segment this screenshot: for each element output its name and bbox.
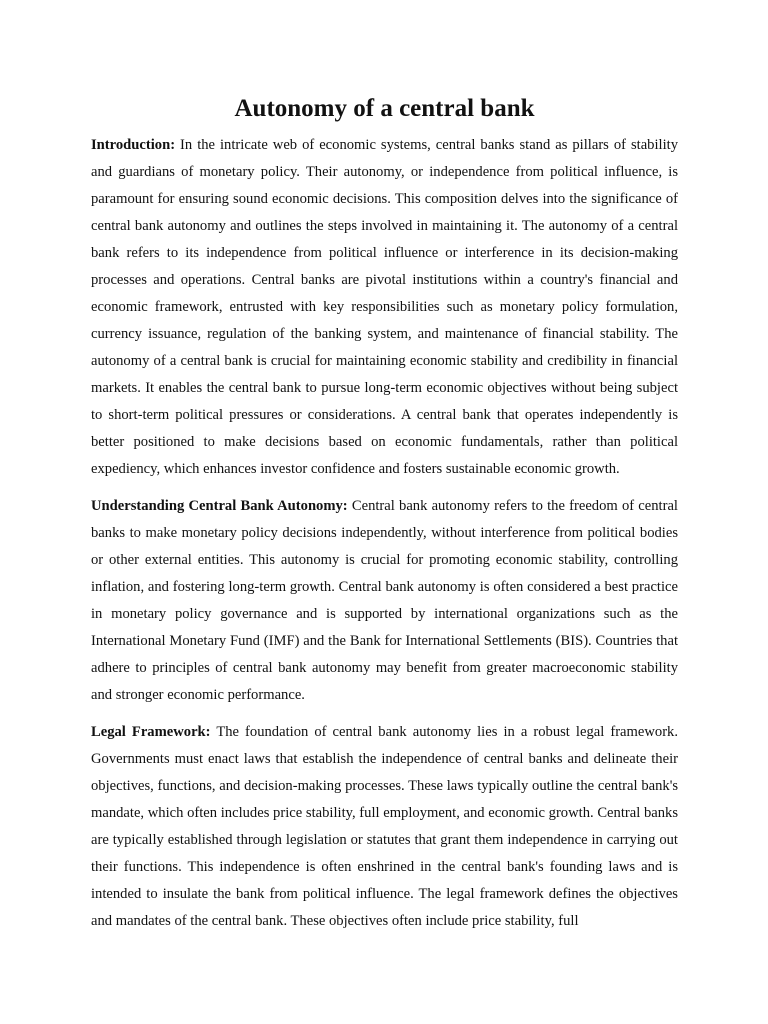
paragraph-heading: Introduction: — [91, 137, 176, 153]
paragraph-heading: Legal Framework: — [91, 724, 211, 740]
paragraph-text: Central bank autonomy refers to the freedom of central banks to make monetary policy decisions independently, without interference from political bodies or other external entities. This autonomy is crucial for promoting economic stability, controlling inflation, and fostering long-term growth. Central bank autonomy is often considered a best practice in monetary policy governance and is supported by international organizations such as the International Monetary Fund (IMF) and the Bank for International Settlements (BIS). Countries that adhere to principles of central bank autonomy may benefit from greater macroeconomic stability and stronger economic performance. — [91, 498, 678, 703]
paragraph-text: The foundation of central bank autonomy lies in a robust legal framework. Governments must enact laws that establish the independence of central banks and delineate their objectives, functions, and decision-making processes. These laws typically outline the central bank's mandate, which often includes price stability, full employment, and economic growth. Central banks are typically established through legislation or statutes that grant them independence in carrying out their functions. This independence is often enshrined in the central bank's founding laws and is intended to insulate the bank from political influence. The legal framework defines the objectives and mandates of the central bank. These objectives often include price stability, full — [91, 724, 678, 929]
document-title: Autonomy of a central bank — [234, 95, 535, 122]
paragraph-text: In the intricate web of economic systems, central banks stand as pillars of stability and guardians of monetary policy. Their autonomy, or independence from political influence, is paramount for ensuring sound economic decisions. This composition delves into the significance of central bank autonomy and outlines the steps involved in maintaining it. The autonomy of a central bank refers to its independence from political influence or interference in its decision-making processes and operations. Central banks are pivotal institutions within a country's financial and economic framework, entrusted with key responsibilities such as monetary policy formulation, currency issuance, regulation of the banking system, and maintenance of financial stability. The autonomy of a central bank is crucial for maintaining economic stability and credibility in financial markets. It enables the central bank to pursue long-term economic objectives without being subject to short-term political pressures or considerations. A central bank that operates independently is better positioned to make decisions based on economic fundamentals, rather than political expediency, which enhances investor confidence and fosters sustainable economic growth. — [91, 137, 678, 477]
document-body — [91, 92, 678, 945]
paragraph-understanding-autonomy — [91, 493, 678, 709]
paragraph-introduction — [91, 132, 678, 483]
paragraph-heading: Understanding Central Bank Autonomy: — [91, 498, 348, 514]
paragraph-legal-framework — [91, 719, 678, 935]
